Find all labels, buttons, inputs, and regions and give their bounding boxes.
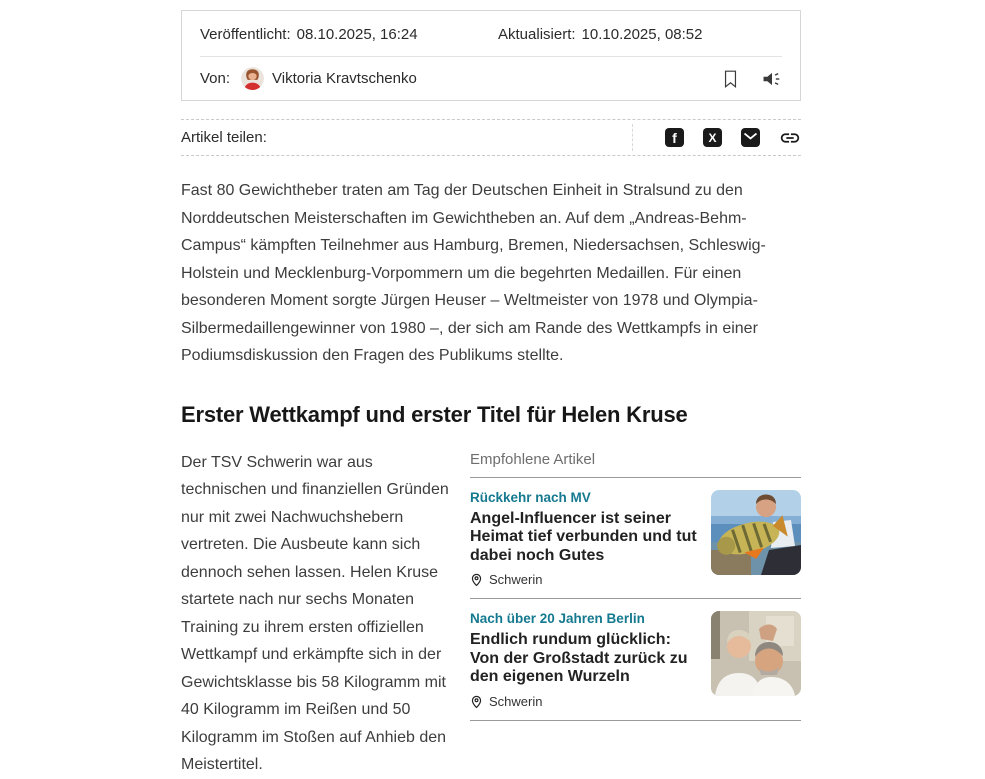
share-separator [632, 124, 633, 151]
recommended-item-title[interactable]: Endlich rundum glücklich: Von der Großstadt zurück zu den eigenen Wurzeln [470, 631, 688, 685]
byline-label: Von: [200, 70, 231, 87]
author-avatar-graphic [241, 67, 264, 90]
recommended-item-text [470, 490, 699, 588]
share-copylink-button[interactable] [779, 127, 801, 149]
angler-with-perch-photo [711, 490, 801, 575]
recommended-articles-box [470, 451, 801, 721]
recommended-item-location-label: Schwerin [489, 693, 543, 709]
article-body-paragraph: Der TSV Schwerin war aus technischen und finanziellen Gründen nur mit zwei Nachwuchshebern vertreten. Die Ausbeute kann sich dennoch sehen lassen. Helen Kruse startete nach nur sechs Monaten Training zu ihrem ersten offiziellen Wettkampf und erkämpfte sich in der Gewichtsklasse bis 58 Kilogramm mit 40 Kilogramm im Reißen und 50 Kilogramm im Stoßen auf Anhieb den Meistertitel. [181, 453, 449, 773]
read-aloud-button[interactable] [762, 70, 782, 88]
mail-icon [741, 128, 760, 147]
share-facebook-button[interactable] [665, 128, 684, 147]
share-mail-button[interactable] [741, 128, 760, 147]
meta-dates-row [182, 11, 800, 56]
recommended-item-angler[interactable] [470, 478, 801, 600]
link-icon [779, 127, 801, 149]
recommended-item-location-label: Schwerin [489, 572, 543, 587]
recommended-item-couple[interactable] [470, 599, 801, 721]
updated-label: Aktualisiert: [498, 26, 576, 43]
article-body-section [181, 449, 801, 779]
updated-date [498, 26, 702, 43]
share-label: Artikel teilen: [181, 129, 267, 146]
published-value: 08.10.2025, 16:24 [296, 26, 418, 43]
x-icon: X [703, 128, 722, 147]
couple-selfie-photo [711, 611, 801, 696]
recommended-item-location [470, 572, 699, 587]
recommended-item-location [470, 694, 699, 709]
recommended-item-image-angler[interactable] [711, 490, 801, 575]
article-meta-box [181, 10, 801, 101]
recommended-item-text [470, 611, 699, 709]
share-x-button[interactable] [703, 128, 722, 147]
share-icons [632, 124, 801, 151]
author-name[interactable]: Viktoria Kravtschenko [272, 70, 417, 87]
recommended-item-kicker[interactable]: Nach über 20 Jahren Berlin [470, 611, 645, 626]
article-intro-paragraph: Fast 80 Gewichtheber traten am Tag der Deutschen Einheit in Stralsund zu den Norddeutschen Meisterschaften im Gewichtheben an. Auf dem „Andreas-Behm-Campus“ kämpften Teilnehmer aus Hamburg, Bremen, Niedersachsen, Schleswig-Holstein und Mecklenburg-Vorpommern um die begehrten Medaillen. Für einen besonderen Moment sorgte Jürgen Heuser – Weltmeister von 1978 und Olympia-Silbermedaillengewinner von 1980 –, der sich am Rande des Wettkampfs in einer Podiumsdiskussion den Fragen des Publikums stellte. [181, 182, 766, 364]
recommended-item-title[interactable]: Angel-Influencer ist seiner Heimat tief verbunden und tut dabei noch Gutes [470, 509, 697, 564]
article-page [181, 10, 801, 779]
article-subheading: Erster Wettkampf und erster Titel für Helen Kruse [181, 401, 688, 427]
byline-row [182, 57, 800, 100]
published-label: Veröffentlicht: [200, 26, 291, 43]
recommended-item-kicker[interactable]: Rückkehr nach MV [470, 489, 591, 505]
share-row [181, 119, 801, 156]
published-date [200, 26, 498, 43]
recommended-item-image-couple[interactable] [711, 611, 801, 696]
updated-value: 10.10.2025, 08:52 [581, 26, 703, 43]
location-pin-icon [470, 694, 483, 709]
location-pin-icon [470, 572, 483, 587]
author-avatar[interactable] [241, 67, 264, 90]
recommended-header: Empfohlene Artikel [470, 451, 801, 478]
speaker-icon [762, 70, 782, 88]
facebook-icon: f [665, 128, 684, 147]
bookmark-icon [722, 69, 739, 89]
bookmark-button[interactable] [722, 69, 739, 89]
